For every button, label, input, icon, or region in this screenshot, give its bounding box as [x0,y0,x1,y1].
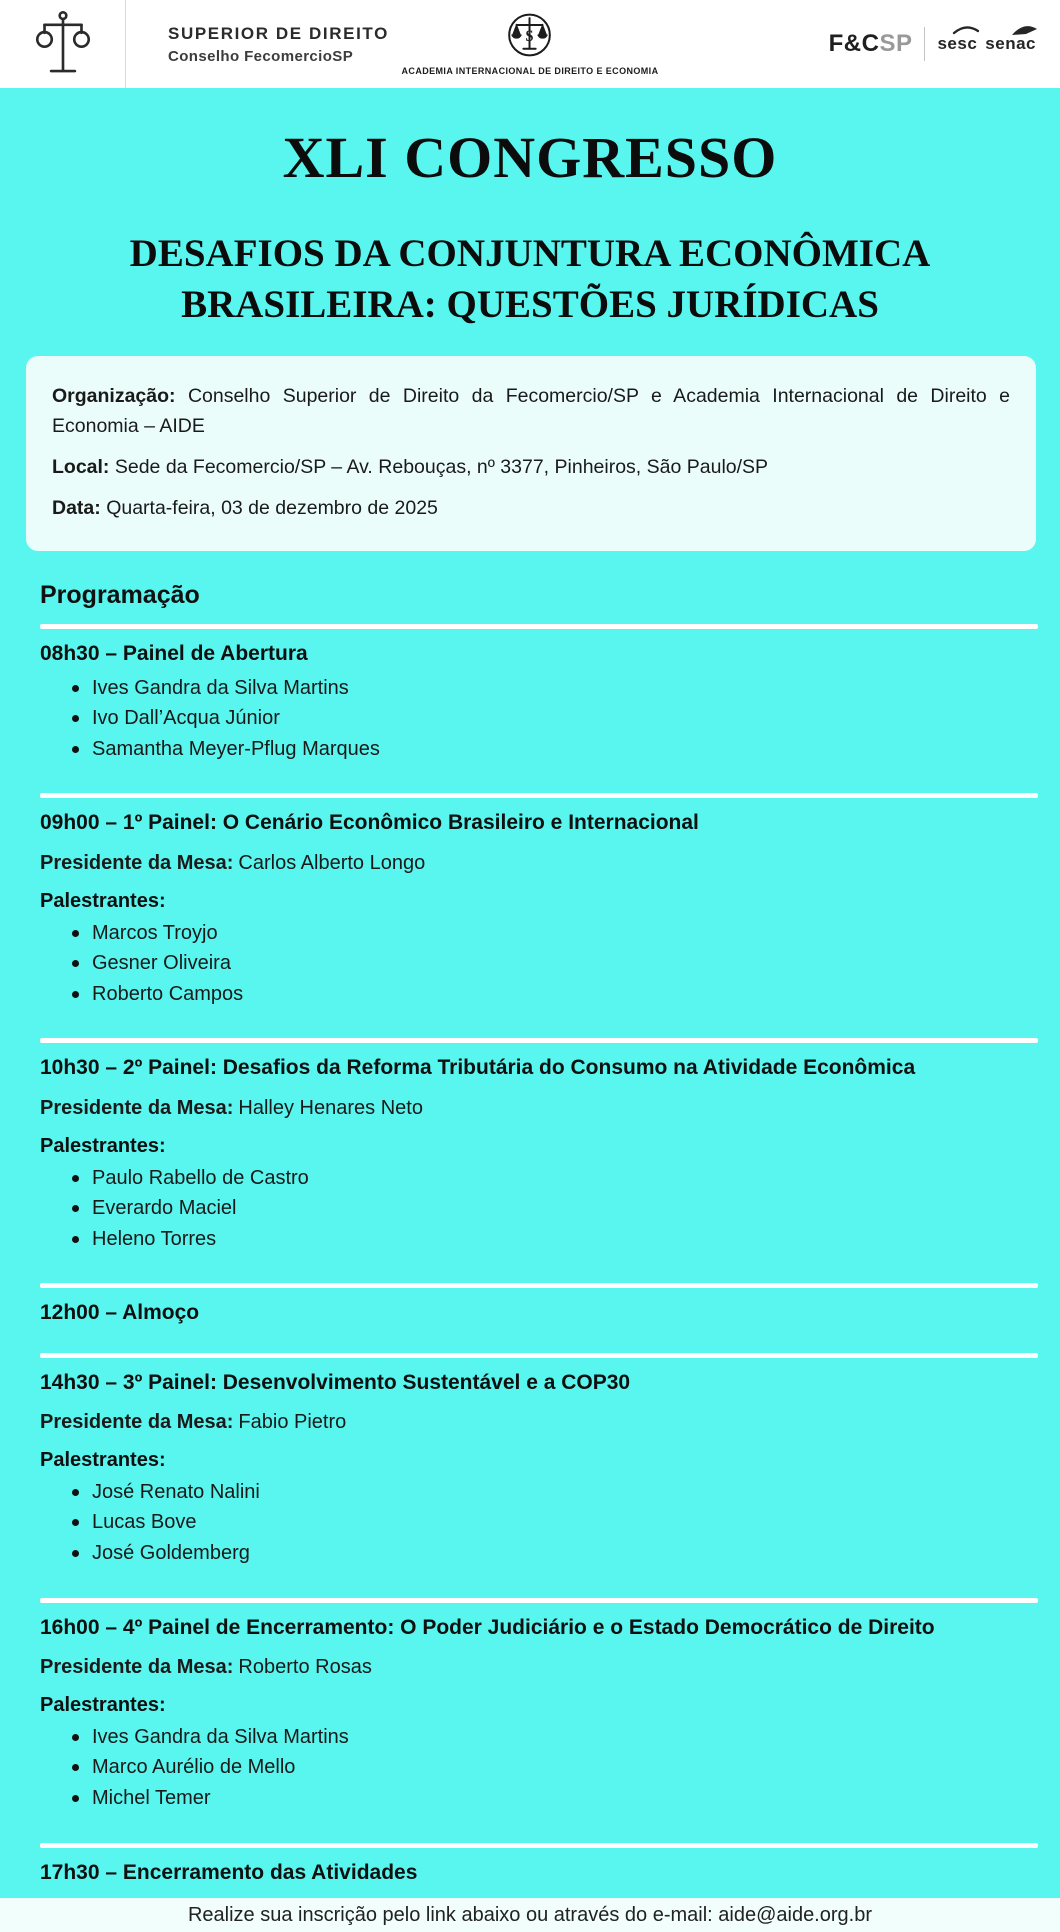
chair-label: Presidente da Mesa: [40,1096,234,1119]
speakers-label: Palestrantes: [40,1134,166,1157]
speaker-item: José Goldemberg [92,1541,1038,1567]
program-section [40,1043,1038,1269]
congress-subtitle-line1: DESAFIOS DA CONJUNTURA ECONÔMICA [129,231,931,275]
section-title: 16h00 – 4º Painel de Encerramento: O Poder Judiciário e o Estado Democrático de Direito [40,1615,935,1639]
congress-title: XLI CONGRESSO [282,125,778,190]
main-content [0,88,1060,1898]
speaker-item: Paulo Rabello de Castro [92,1166,1038,1192]
section-title: 08h30 – Painel de Abertura [40,642,308,666]
aide-scales-circle-icon [402,12,659,63]
program-section [40,1603,1038,1829]
section-speakers [40,1694,1038,1812]
superior-direito-title: SUPERIOR DE DIREITO [168,23,389,43]
date-label: Data: [52,497,101,520]
section-chair [40,852,1038,875]
program-section [40,1358,1038,1584]
section-title: 12h00 – Almoço [40,1301,200,1325]
speaker-list [40,1166,1038,1253]
date-line [52,494,1010,523]
section-title: 17h30 – Encerramento das Atividades [40,1860,418,1884]
program-section [40,629,1038,779]
section-chair [40,1656,1038,1679]
registration-instruction: Realize sua inscrição pelo link abaixo ou através do e-mail: aide@aide.org.br [187,1903,872,1926]
sesc-logo [937,34,977,54]
header-right-divider [924,27,925,61]
senac-text: senac [985,34,1036,53]
congress-subtitle-line2: BRASILEIRA: QUESTÕES JURÍDICAS [181,282,879,326]
speakers-label: Palestrantes: [40,889,166,912]
speaker-list [40,1725,1038,1812]
section-speakers [40,1449,1038,1567]
section-speakers [40,890,1038,1008]
speaker-list [40,676,1038,763]
chair-name: Fabio Pietro [238,1410,347,1433]
section-speakers [40,1135,1038,1253]
chair-label: Presidente da Mesa: [40,1410,234,1433]
speaker-item: Heleno Torres [92,1227,1038,1253]
conselho-fecomercio-subtitle: Conselho FecomercioSP [168,47,354,65]
program-heading: Programação [40,581,200,610]
speaker-item: Marco Aurélio de Mello [92,1755,1038,1781]
header [0,0,1060,88]
svg-text:$: $ [526,28,534,46]
program-section [40,1288,1038,1338]
event-info-card [26,356,1036,551]
header-left-text [168,24,389,65]
fc-text: F&C [828,30,880,57]
chair-name: Roberto Rosas [238,1655,372,1678]
speaker-item: Michel Temer [92,1786,1038,1812]
organization-label: Organização: [52,385,176,408]
speakers-label: Palestrantes: [40,1693,166,1716]
section-title: 09h00 – 1º Painel: O Cenário Econômico Brasileiro e Internacional [40,811,699,835]
footer [0,1898,1060,1932]
header-left-logo [0,0,389,88]
location-value: Sede da Fecomercio/SP – Av. Rebouças, nº 3377, Pinheiros, São Paulo/SP [114,455,769,478]
speaker-item: Ivo Dall’Acqua Júnior [92,706,1038,732]
aide-logo [402,12,659,76]
section-title: 14h30 – 3º Painel: Desenvolvimento Sustentável e a COP30 [40,1370,631,1394]
chair-label: Presidente da Mesa: [40,1655,234,1678]
chair-name: Halley Henares Neto [238,1096,423,1119]
speaker-item: Roberto Campos [92,982,1038,1008]
speaker-item: Ives Gandra da Silva Martins [92,676,1038,702]
location-label: Local: [52,455,110,478]
header-divider [125,0,126,88]
senac-logo [985,34,1036,54]
organization-value: Conselho Superior de Direito da Fecomercio/SP e Academia Internacional de Direito e Economia – AIDE [52,385,1010,437]
organization-line [52,382,1010,441]
program-sections [0,629,1060,1898]
sesc-text: sesc [937,34,978,53]
speaker-item: Lucas Bove [92,1510,1038,1536]
fecomercio-sp-logo [829,30,913,58]
speaker-item: Samantha Meyer-Pflug Marques [92,737,1038,763]
sp-text: SP [879,30,913,57]
section-title: 10h30 – 2º Painel: Desafios da Reforma Tributária do Consumo na Atividade Econômica [40,1056,916,1080]
speaker-item: Ives Gandra da Silva Martins [92,1725,1038,1751]
speakers-label: Palestrantes: [40,1448,166,1471]
speaker-list [40,921,1038,1008]
program-section [40,798,1038,1024]
aide-label: ACADEMIA INTERNACIONAL DE DIREITO E ECONOMIA [401,66,659,76]
header-right-logos [829,27,1036,61]
sesc-senac-group [937,34,1036,54]
speaker-item: José Renato Nalini [92,1480,1038,1506]
speaker-list [40,1480,1038,1567]
speaker-item: Marcos Troyjo [92,921,1038,947]
scales-of-justice-icon [0,9,125,79]
congress-subtitle [0,229,1060,330]
section-chair [40,1411,1038,1434]
speaker-item: Gesner Oliveira [92,951,1038,977]
section-chair [40,1097,1038,1120]
chair-label: Presidente da Mesa: [40,851,234,874]
location-line [52,453,1010,482]
date-value: Quarta-feira, 03 de dezembro de 2025 [106,497,438,520]
chair-name: Carlos Alberto Longo [238,851,426,874]
speaker-item: Everardo Maciel [92,1196,1038,1222]
section-speakers [40,676,1038,763]
program-section [40,1848,1038,1898]
